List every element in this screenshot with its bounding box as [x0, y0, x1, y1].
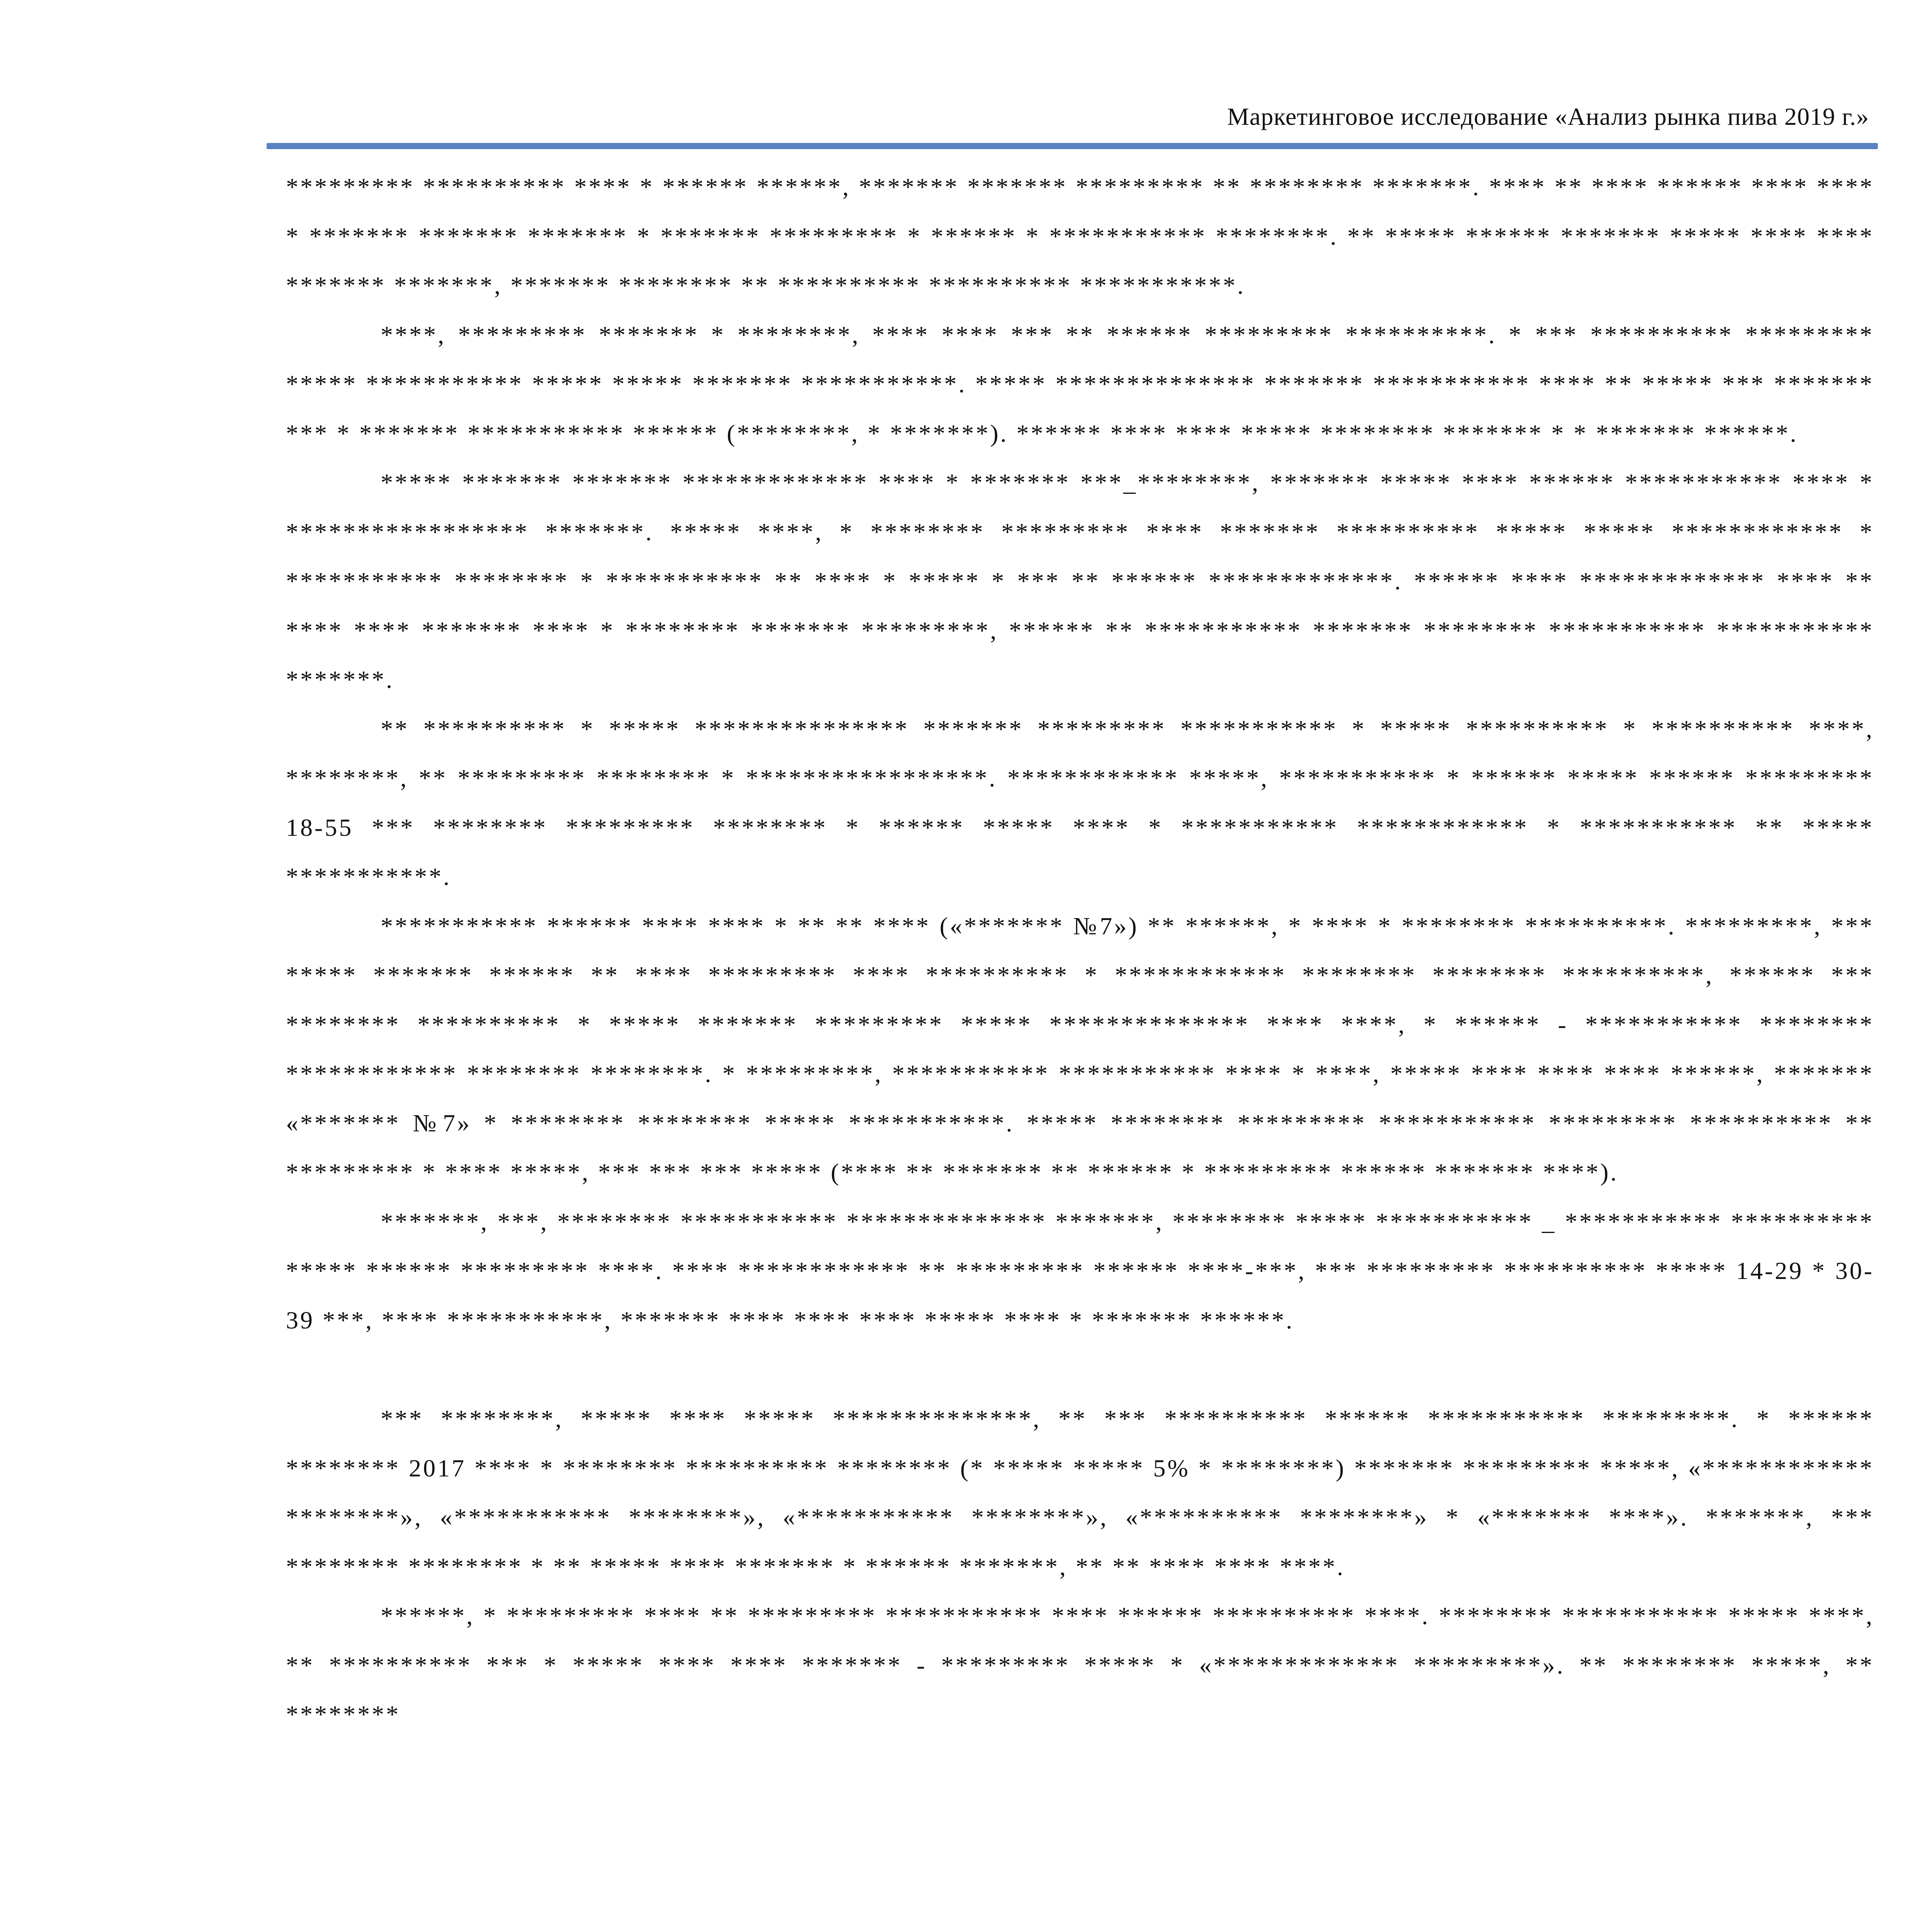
- paragraph: *******, ***, ******** *********** ************** *******, ******** ***** *********** _ *********** ********** ***** ****** ********* ****. **** ************ ** ********* ****** ****-***, *** ********* ********** ***** 14-29 * 30-39 ***, **** ***********, ******* **** **** **** ***** **** * ******* ******.: [286, 1208, 1874, 1334]
- paragraph: ***** ******* ******* ************* **** * ******* ***_********, ******* ***** **** ****** *********** **** * ***************** *******. ***** ****, * ******** ********* **** ******* ********** ***** ***** ************ * *********** ******** * *********** ** **** * ***** * *** ** ****** *************. ****** **** ************* **** ** **** **** ******* **** * ******** ******* *********, ****** ** *********** ******* ******** *********** *********** *******.: [286, 469, 1874, 693]
- paragraph: ****, ********* ******* * ********, **** **** *** ** ****** ********* **********. * *** ********** ********* ***** *********** ***** ***** ******* ***********. ***** ************** ******* *********** **** ** ***** *** ******* *** * ******* *********** ****** (********, * *******). ****** **** **** ***** ******** ******* * * ******* ******.: [286, 321, 1874, 447]
- document-body: [286, 162, 1874, 1739]
- paragraph: *********** ****** **** **** * ** ** **** («******* №7») ** ******, * **** * ******** **********. *********, *** ***** ******* ****** ** **** ********* **** ********** * ************ ******** ******** **********, ****** *** ******** ********** * ***** ******* ********* ***** ************** **** ****, * ****** - *********** ******** ************ ******** ********. * *********, *********** *********** **** * ****, ***** **** **** **** ******, ******* «******* №7» * ******** ******** ***** ***********. ***** ******** ********* *********** ********* ********** ** ********* * **** *****, *** *** *** ***** (**** ** ******* ** ****** * ********* ****** ******* ****).: [286, 912, 1874, 1186]
- paragraph: ** ********** * ***** *************** ******* ********* *********** * ***** ********** * ********** ****, ********, ** ********* ******** * *****************. ************ *****, *********** * ****** ***** ****** ********* 18-55 *** ******** ********* ******** * ****** ***** **** * *********** ************ * *********** ** ***** ***********.: [286, 715, 1874, 890]
- header-divider: [267, 143, 1878, 149]
- page-header-title: Маркетинговое исследование «Анализ рынка пива 2019 г.»: [1227, 103, 1869, 130]
- paragraph: ********* ********** **** * ****** ******, ******* ******* ********* ** ******** *******. **** ** **** ****** **** **** * ******* ******* ******* * ******* ********* * ****** * *********** ********. ** ***** ****** ******* ***** **** **** ******* *******, ******* ******** ** ********** ********** ***********.: [286, 173, 1874, 299]
- paragraph: ******, * ********* **** ** ********* *********** **** ****** ********** ****. ******** *********** ***** ****, ** ********** *** * ***** **** **** ******* - ********* ***** * «************* *********». ** ******** *****, ** ********: [286, 1602, 1874, 1728]
- paragraph: *** ********, ***** **** ***** **************, ** *** ********** ****** *********** *********. * ****** ******** 2017 **** * ******** ********** ******** (* ***** ***** 5% * ********) ******* ********* *****, «************ ********», «*********** ********», «*********** ********», «********** ********» * «******* ****». *******, *** ******** ******** * ** ***** **** ******* * ****** *******, ** ** **** **** ****.: [286, 1405, 1874, 1580]
